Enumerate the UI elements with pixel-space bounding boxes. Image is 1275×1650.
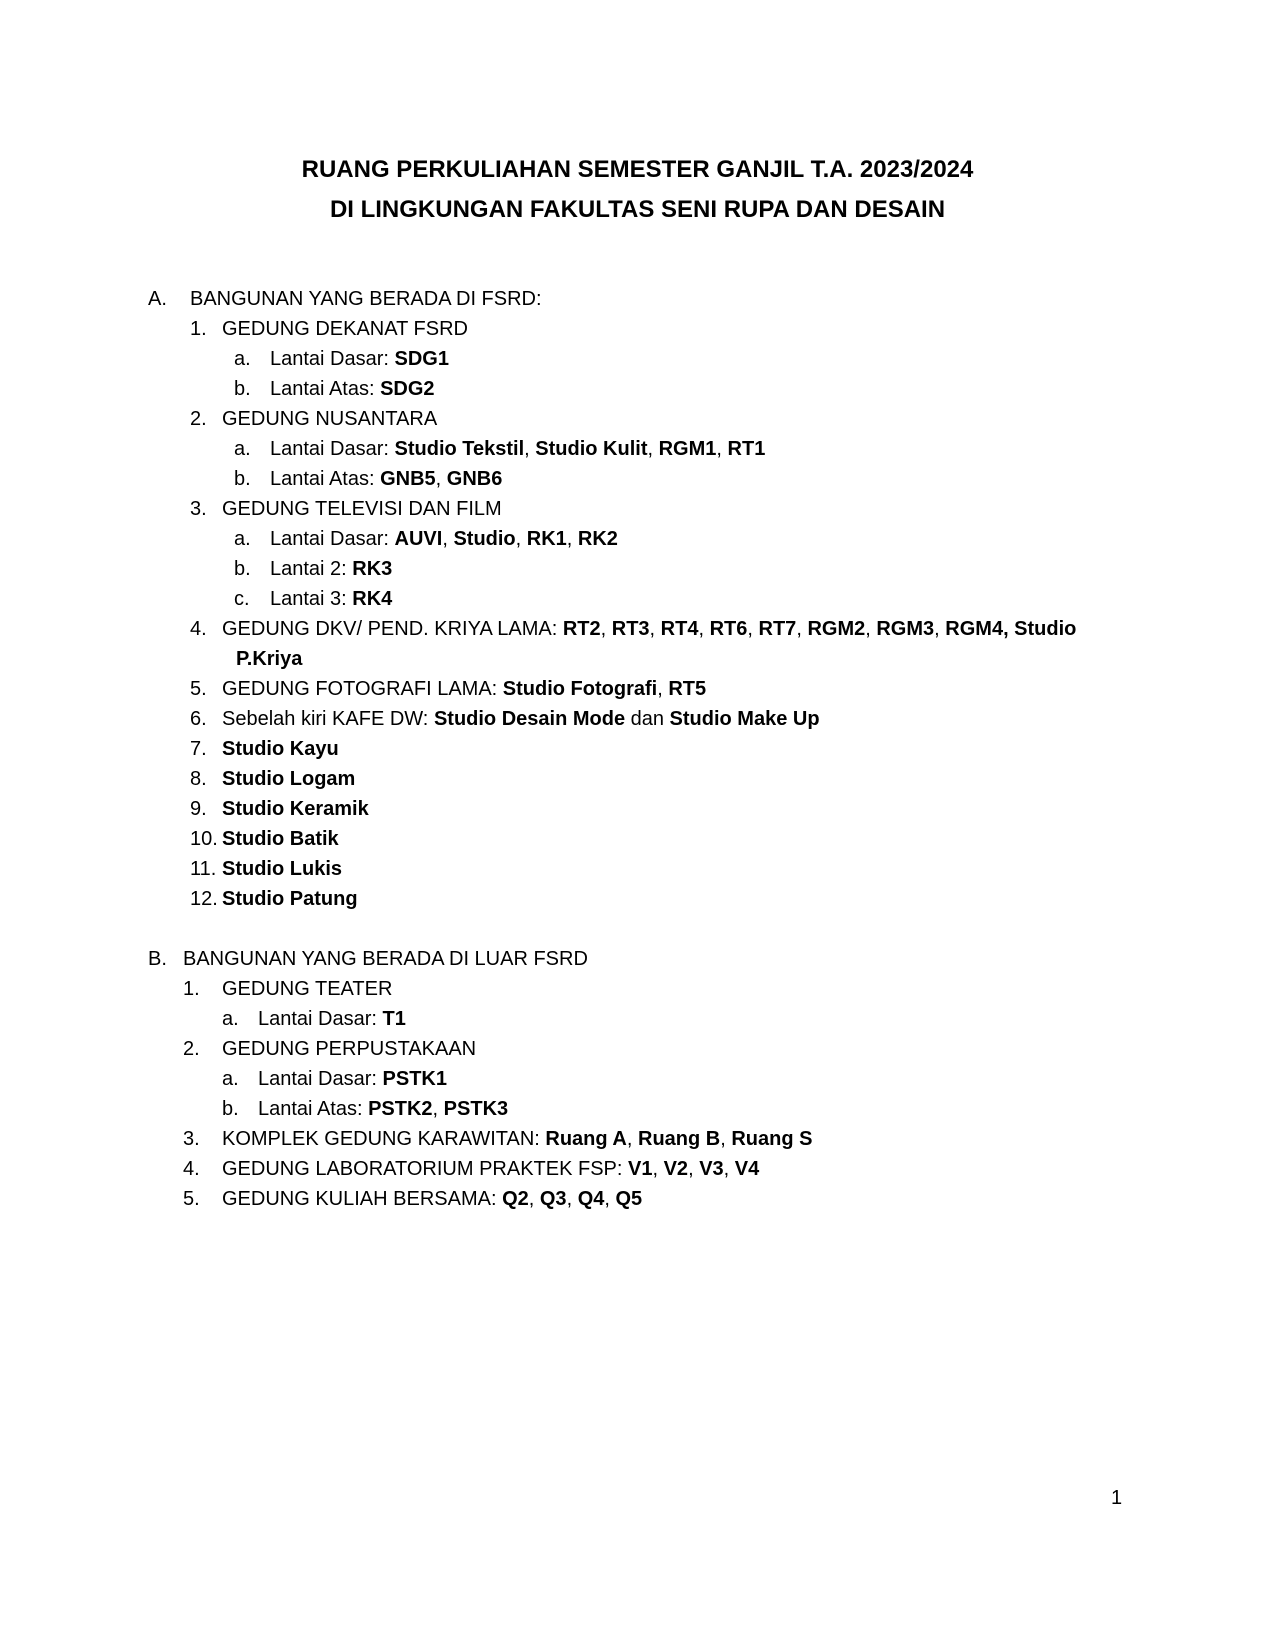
list-item-segment-0: GEDUNG TELEVISI DAN FILM [222,498,502,520]
list-item-segment-0: GEDUNG NUSANTARA [222,408,438,430]
sub-list-item-segment-0: Lantai Dasar: [270,438,395,460]
list-item-text [222,1036,476,1062]
list-item-segment-13: RGM3 [876,618,935,640]
sub-list-item-segment-0: Lantai Dasar: [258,1008,383,1030]
list-item-segment-2: , [626,1128,638,1150]
list-item-text [222,616,1076,642]
list-item-marker: 5. [183,1188,200,1210]
sub-list-item-text [258,1006,406,1032]
list-item-segment-11: RGM2 [807,618,866,640]
list-item-segment-0: GEDUNG PERPUSTAKAAN [222,1038,477,1060]
list-item-marker: 4. [190,618,207,640]
sub-list-item-segment-0: Lantai Dasar: [270,348,395,370]
list-item-marker: 9. [190,798,207,820]
sub-list-item-segment-2: , [435,468,447,490]
list-item-segment-1: RT2 [562,618,601,640]
sub-list-item-segment-1: GNB5 [380,468,436,490]
list-item-segment-6: , [698,618,710,640]
list-item-text [222,316,468,342]
list-item-marker: 6. [190,708,207,730]
list-item-segment-0: GEDUNG DKV/ PEND. KRIYA LAMA: [222,618,563,640]
list-item-text [222,826,339,852]
list-item-text [222,886,358,912]
list-item-segment-2: dan [625,708,670,730]
list-item-segment-2: , [657,678,669,700]
list-item-segment-3: RT3 [611,618,650,640]
sub-list-item-segment-0: Lantai 2: [270,558,353,580]
list-item-segment-7: Q5 [615,1188,643,1210]
list-item-marker: 3. [190,498,207,520]
list-item-segment-0: GEDUNG DEKANAT FSRD [222,318,468,340]
list-item-segment-3: Studio Make Up [669,708,820,730]
list-item-text [222,676,706,702]
list-item-segment-3: RT5 [668,678,707,700]
sub-list-item-segment-3: Studio [453,528,516,550]
list-item-segment-10: , [796,618,808,640]
sub-list-item-segment-3: Studio Kulit [535,438,648,460]
section-heading-a-text [190,286,542,312]
page-number: 1 [1111,1487,1123,1509]
list-item-segment-5: Ruang S [731,1128,813,1150]
title-line-2: DI LINGKUNGAN FAKULTAS SENI RUPA DAN DESAIN [329,196,946,223]
list-item-segment-0: GEDUNG LABORATORIUM PRAKTEK FSP: [222,1158,628,1180]
list-item-text [222,856,342,882]
list-item-text [222,496,502,522]
sub-list-item-text [270,586,392,612]
list-item-segment-9: RT7 [758,618,797,640]
list-item-text [222,406,437,432]
sub-list-item-segment-6: , [566,528,578,550]
sub-list-item-segment-1: PSTK2 [368,1098,433,1120]
list-item-text [222,796,369,822]
section-heading-a-segment-0: BANGUNAN YANG BERADA DI FSRD: [190,288,542,310]
sub-list-item-marker: a. [234,348,251,370]
sub-list-item-marker: b. [234,468,251,490]
list-item-segment-1: Q2 [502,1188,529,1210]
sub-list-item-text [258,1066,447,1092]
list-item-segment-0: GEDUNG TEATER [222,978,393,1000]
list-item-segment-4: , [688,1158,700,1180]
list-item-segment-0: Studio Patung [222,888,358,910]
sub-list-item-segment-4: , [647,438,659,460]
list-item-marker: 7. [190,738,207,760]
sub-list-item-marker: c. [234,588,250,610]
sub-list-item-marker: a. [222,1008,239,1030]
list-item-marker: 2. [183,1038,200,1060]
list-item-segment-14: , [934,618,946,640]
list-item-segment-6: , [604,1188,616,1210]
sub-list-item-segment-0: Lantai Dasar: [270,528,395,550]
list-item-marker: 2. [190,408,207,430]
sub-list-item-marker: b. [234,558,251,580]
list-item-segment-0: Studio Keramik [222,798,369,820]
sub-list-item-segment-1: SDG2 [380,378,435,400]
sub-list-item-segment-1: RK3 [352,558,393,580]
sub-list-item-segment-1: T1 [382,1008,406,1030]
sub-list-item-segment-1: RK4 [352,588,393,610]
section-heading-b-segment-0: BANGUNAN YANG BERADA DI LUAR FSRD [183,948,588,970]
title-line-1: RUANG PERKULIAHAN SEMESTER GANJIL T.A. 2023/2024 [301,156,974,183]
sub-list-item-segment-2: , [442,528,454,550]
sub-list-item-text [270,346,449,372]
list-item-segment-3: V2 [663,1158,689,1180]
list-item-segment-12: , [865,618,877,640]
list-item-segment-4: , [720,1128,732,1150]
list-item-text [222,736,339,762]
list-item-text [222,766,355,792]
list-item-segment-1: Ruang A [545,1128,627,1150]
list-item-marker: 12. [190,888,218,910]
list-item-segment-0: Studio Logam [222,768,356,790]
sub-list-item-segment-1: SDG1 [394,348,449,370]
list-item-segment-7: RT6 [709,618,748,640]
section-heading-b-text [183,946,588,972]
list-item-segment-2: , [600,618,612,640]
list-item-marker: 3. [183,1128,200,1150]
list-item-marker: 10. [190,828,218,850]
list-item-segment-0: Studio Lukis [222,858,342,880]
section-heading-a-marker: A. [148,288,167,310]
list-item-segment-7: V4 [734,1158,760,1180]
list-item-segment-5: RT4 [660,618,699,640]
sub-list-item-segment-2: , [432,1098,444,1120]
sub-list-item-segment-0: Lantai Atas: [258,1098,369,1120]
sub-list-item-marker: b. [222,1098,239,1120]
sub-list-item-text [270,466,502,492]
section-heading-b-marker: B. [148,948,167,970]
sub-list-item-segment-7: RK2 [577,528,618,550]
list-item-segment-2: , [652,1158,664,1180]
list-item-segment-2: , [528,1188,540,1210]
sub-list-item-segment-0: Lantai Atas: [270,378,381,400]
list-item-text [222,706,820,732]
list-item-segment-8: , [747,618,759,640]
list-item-continuation-segment-0: P.Kriya [236,648,303,670]
list-item-segment-15: RGM4, Studio [945,618,1077,640]
list-item-segment-0: GEDUNG KULIAH BERSAMA: [222,1188,503,1210]
sub-list-item-segment-5: RGM1 [658,438,717,460]
sub-list-item-marker: b. [234,378,251,400]
list-item-marker: 1. [190,318,207,340]
list-item-segment-3: Ruang B [638,1128,721,1150]
sub-list-item-text [270,376,435,402]
list-item-marker: 5. [190,678,207,700]
list-item-marker: 4. [183,1158,200,1180]
sub-list-item-text [270,436,765,462]
list-item-segment-1: Studio Desain Mode [433,708,626,730]
list-item-continuation-text [236,646,302,672]
list-item-segment-4: , [566,1188,578,1210]
sub-list-item-segment-3: PSTK3 [443,1098,509,1120]
list-item-segment-6: , [723,1158,735,1180]
list-item-segment-4: , [649,618,661,640]
sub-list-item-segment-1: Studio Tekstil [394,438,525,460]
list-item-segment-0: Studio Batik [222,828,339,850]
list-item-segment-0: Studio Kayu [222,738,339,760]
sub-list-item-text [270,526,618,552]
sub-list-item-segment-7: RT1 [727,438,766,460]
list-item-marker: 11. [190,858,217,880]
list-item-text [222,976,392,1002]
list-item-text [222,1186,642,1212]
list-item-segment-0: GEDUNG FOTOGRAFI LAMA: [222,678,503,700]
sub-list-item-segment-1: PSTK1 [382,1068,447,1090]
sub-list-item-text [270,556,392,582]
sub-list-item-segment-3: GNB6 [446,468,503,490]
sub-list-item-marker: a. [234,528,251,550]
sub-list-item-segment-4: , [515,528,527,550]
list-item-segment-5: Q4 [577,1188,605,1210]
sub-list-item-segment-0: Lantai 3: [270,588,353,610]
sub-list-item-text [258,1096,508,1122]
list-item-segment-0: KOMPLEK GEDUNG KARAWITAN: [222,1128,546,1150]
list-item-marker: 8. [190,768,207,790]
list-item-segment-0: Sebelah kiri KAFE DW: [222,708,434,730]
sub-list-item-segment-5: RK1 [526,528,567,550]
list-item-segment-3: Q3 [539,1188,567,1210]
sub-list-item-marker: a. [234,438,251,460]
sub-list-item-segment-1: AUVI [394,528,443,550]
list-item-segment-1: V1 [628,1158,653,1180]
document-title [0,150,1275,230]
sub-list-item-marker: a. [222,1068,239,1090]
sub-list-item-segment-0: Lantai Dasar: [258,1068,383,1090]
list-item-marker: 1. [183,978,200,1000]
list-item-text [222,1156,759,1182]
list-item-text [222,1126,812,1152]
list-item-segment-5: V3 [699,1158,724,1180]
list-item-segment-1: Studio Fotografi [502,678,658,700]
sub-list-item-segment-2: , [524,438,536,460]
sub-list-item-segment-6: , [716,438,728,460]
sub-list-item-segment-0: Lantai Atas: [270,468,381,490]
